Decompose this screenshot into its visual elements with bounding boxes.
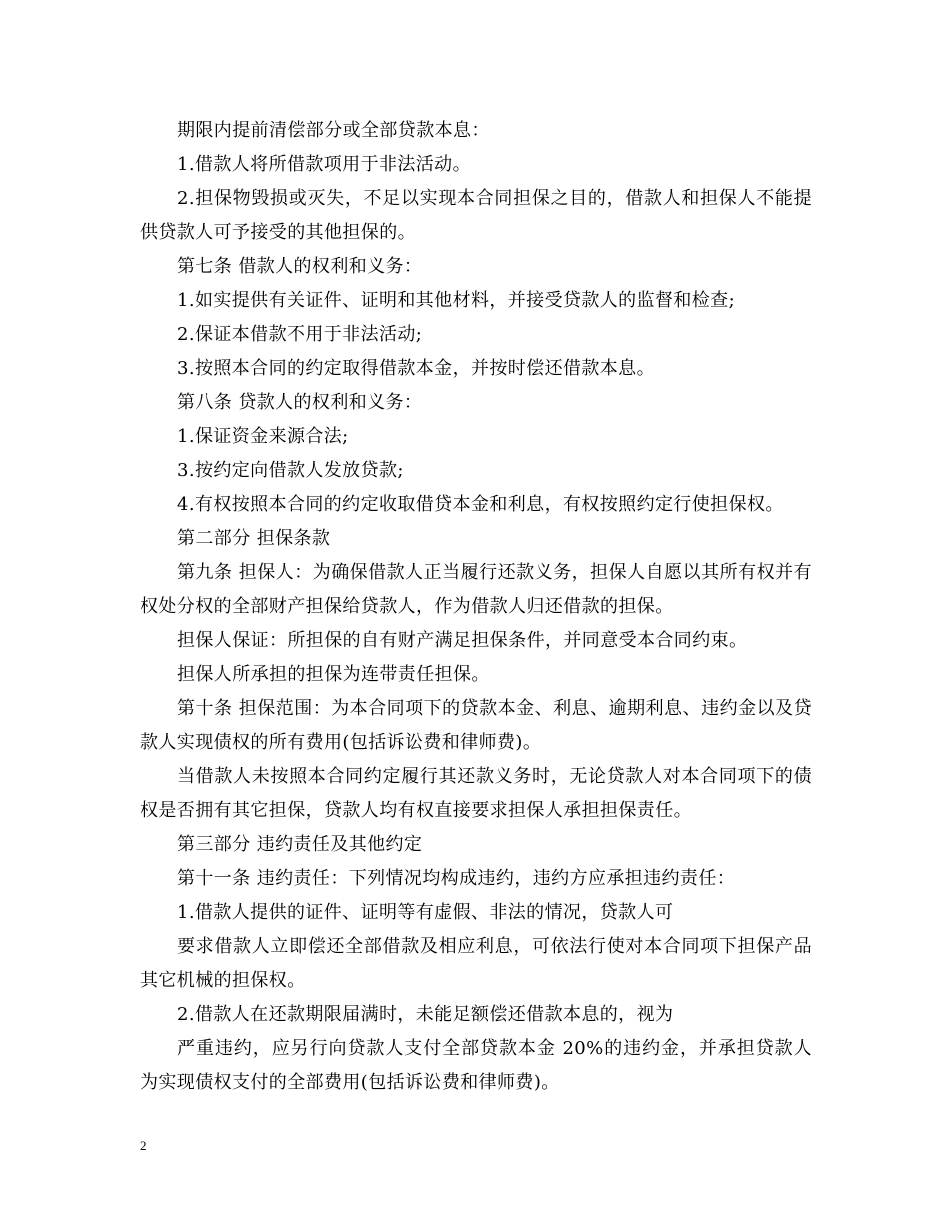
paragraph-text: 担保人保证：所担保的自有财产满足担保条件，并同意受本合同约束。 <box>177 630 748 651</box>
article-heading: 第八条 贷款人的权利和义务： <box>177 392 423 413</box>
document-body <box>140 114 812 1100</box>
paragraph-text: 要求借款人立即偿还全部借款及相应利息，可依法行使对本合同项下担保产品其它机械的担保权。 <box>140 936 812 991</box>
part-heading: 第二部分 担保条款 <box>177 528 331 549</box>
paragraph-item: 1.如实提供有关证件、证明和其他材料，并接受贷款人的监督和检查; <box>177 290 736 311</box>
paragraph-item: 1.借款人提供的证件、证明等有虚假、非法的情况，贷款人可 <box>177 902 674 923</box>
paragraph-item: 1.借款人将所借款项用于非法活动。 <box>177 154 471 175</box>
paragraph-item: 2.担保物毁损或灭失，不足以实现本合同担保之目的，借款人和担保人不能提供贷款人可予接受的其他担保的。 <box>140 188 812 243</box>
paragraph-text: 担保人所承担的担保为连带责任担保。 <box>177 664 490 685</box>
paragraph-item: 3.按照本合同的约定取得借款本金，并按时偿还借款本息。 <box>177 358 655 379</box>
article-heading: 第十一条 违约责任：下列情况均构成违约，违约方应承担违约责任： <box>177 868 736 889</box>
paragraph-intro: 期限内提前清偿部分或全部贷款本息： <box>177 120 490 141</box>
paragraph-text: 当借款人未按照本合同约定履行其还款义务时，无论贷款人对本合同项下的债权是否拥有其它担保，贷款人均有权直接要求担保人承担担保责任。 <box>140 766 812 821</box>
paragraph-text: 严重违约，应另行向贷款人支付全部贷款本金 20%的违约金，并承担贷款人为实现债权支付的全部费用(包括诉讼费和律师费)。 <box>140 1038 812 1093</box>
article-paragraph: 第十条 担保范围：为本合同项下的贷款本金、利息、逾期利息、违约金以及贷款人实现债权的所有费用(包括诉讼费和律师费)。 <box>140 698 812 753</box>
paragraph-item: 4.有权按照本合同的约定收取借贷本金和利息，有权按照约定行使担保权。 <box>177 494 784 515</box>
paragraph-item: 1.保证资金来源合法; <box>177 426 349 447</box>
article-heading: 第七条 借款人的权利和义务： <box>177 256 423 277</box>
part-heading: 第三部分 违约责任及其他约定 <box>177 834 423 855</box>
page-number: 2 <box>140 1138 147 1153</box>
paragraph-item: 3.按约定向借款人发放贷款; <box>177 460 404 481</box>
paragraph-item: 2.保证本借款不用于非法活动; <box>177 324 423 345</box>
paragraph-item: 2.借款人在还款期限届满时，未能足额偿还借款本息的，视为 <box>177 1004 674 1025</box>
article-paragraph: 第九条 担保人：为确保借款人正当履行还款义务，担保人自愿以其所有权并有权处分权的全部财产担保给贷款人，作为借款人归还借款的担保。 <box>140 562 812 617</box>
